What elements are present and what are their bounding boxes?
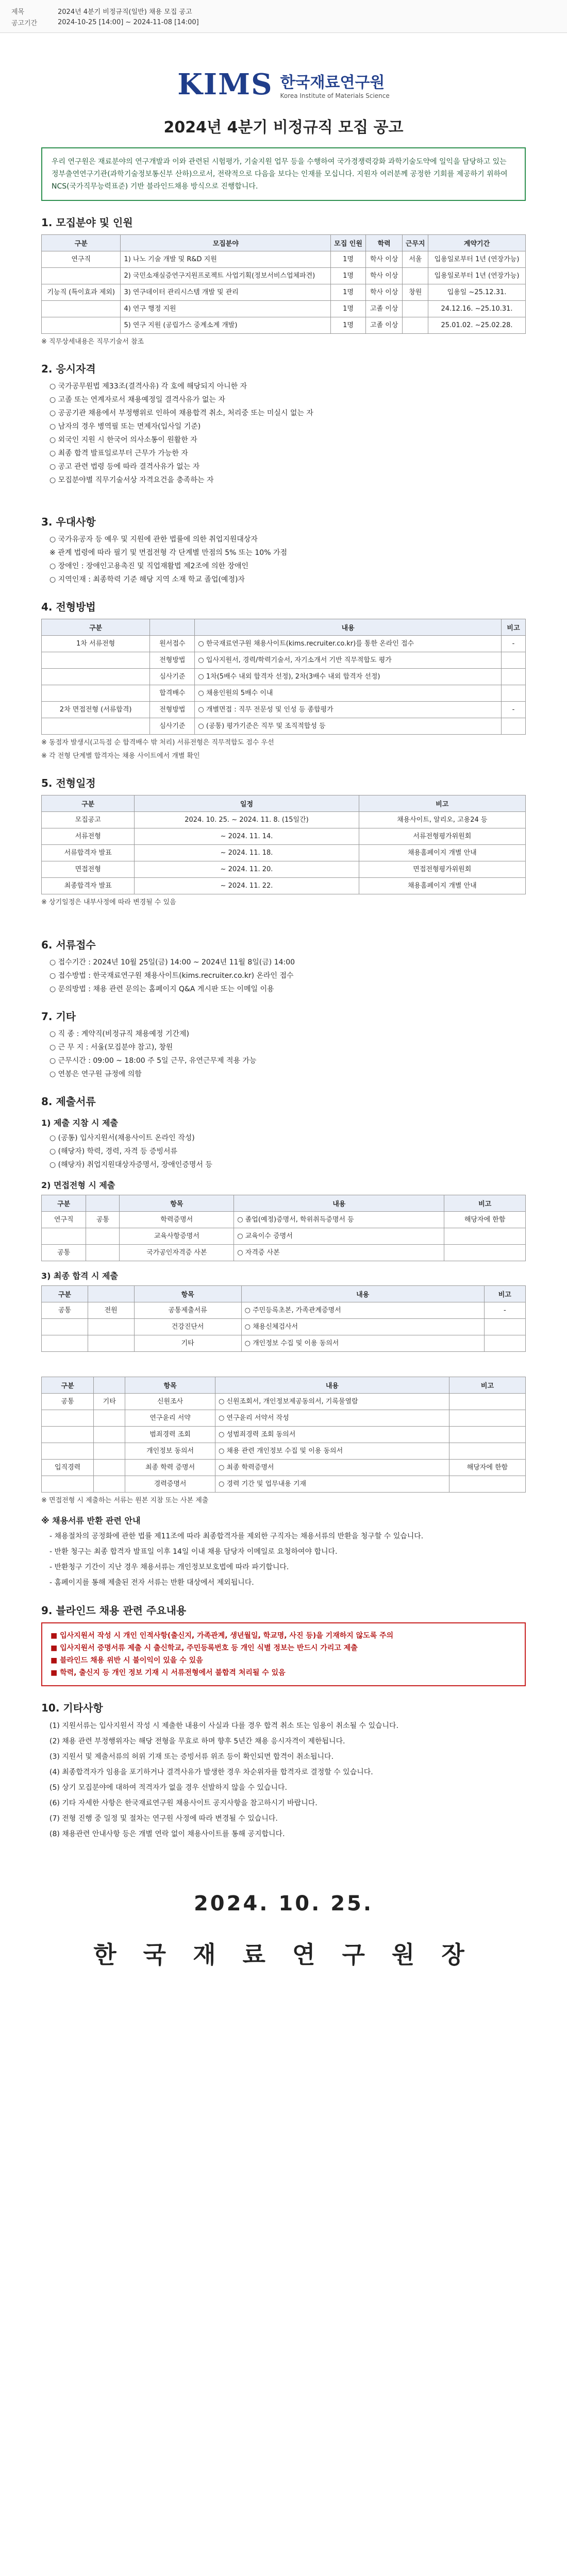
table-row (42, 1245, 526, 1261)
section1-note: ※ 직무상세내용은 직무기술서 참조 (41, 338, 144, 346)
other-matter-paragraph: (2) 채용 관련 부정행위자는 해당 전형을 무효로 하며 향후 5년간 채용 응시자격이 제한됩니다. (49, 1737, 345, 1745)
section5-note: ※ 상기일정은 내부사정에 따라 변경될 수 있음 (41, 899, 176, 906)
section-title-8: 8. 제출서류 (41, 1095, 96, 1108)
notice-date: 2024. 10. 25. (193, 1892, 374, 1916)
table-cell: 서울 (403, 251, 428, 268)
table-cell: 기타 (94, 1394, 125, 1410)
preference-item: ○ 지역인재 : 최종학력 기준 해당 지역 소재 학교 졸업(예정)자 (49, 575, 245, 584)
table-row (42, 812, 526, 828)
table-cell (444, 1245, 526, 1261)
table-cell: 전형방법 (150, 702, 195, 718)
table-cell: ○ 주민등록초본, 가족관계증명서 (241, 1302, 484, 1319)
table-cell: 25.01.02. ~25.02.28. (428, 317, 526, 334)
other-matter-paragraph: (8) 채용관련 안내사항 등은 개별 연락 없이 채용사이트를 통해 공지합니다. (49, 1830, 285, 1838)
section-title-6: 6. 서류접수 (41, 939, 96, 951)
table-cell: ○ 개인정보 수집 및 이용 동의서 (241, 1335, 484, 1352)
table-cell: 모집공고 (42, 812, 135, 828)
table-header-cell: 비고 (444, 1195, 526, 1212)
table-header-cell: 내용 (215, 1377, 449, 1394)
notice-document (31, 33, 536, 1970)
table-cell: ○ 신원조회서, 개인정보제공동의서, 기록물열람 (215, 1394, 449, 1410)
table-cell (403, 317, 428, 334)
table-cell (449, 1427, 525, 1443)
table-cell: 기능직 (특이효과 제외) (42, 284, 121, 301)
table-cell: - (501, 702, 525, 718)
table-cell: ○ 졸업(예정)증명서, 학위취득증명서 등 (234, 1212, 444, 1228)
table-cell (88, 1335, 134, 1352)
table-cell (42, 1228, 86, 1245)
table-cell: ○ 채용신체검사서 (241, 1319, 484, 1335)
section-title-4: 4. 전형방법 (41, 601, 96, 613)
table-cell: - (501, 636, 525, 652)
application-item: ○ 접수기간 : 2024년 10월 25일(금) 14:00 ~ 2024년 11월 8일(금) 14:00 (49, 958, 295, 967)
table-cell: 연구윤리 서약 (125, 1410, 215, 1427)
table-row (42, 685, 526, 702)
table-cell: 2) 국민소재실증연구지원프로젝트 사업기획(정보서비스업체파견) (121, 268, 331, 284)
table-header-cell: 모집 인원 (331, 235, 366, 251)
final-docs-table-continued (41, 1377, 526, 1493)
table-cell (94, 1443, 125, 1460)
table-cell (88, 1319, 134, 1335)
schedule-table (41, 795, 526, 894)
table-cell: 건강진단서 (134, 1319, 241, 1335)
table-cell: ○ 최종 학력증명서 (215, 1460, 449, 1476)
table-row (42, 1319, 526, 1335)
table-cell: 합격배수 (150, 685, 195, 702)
table-cell: 개인정보 동의서 (125, 1443, 215, 1460)
table-header-cell: 내용 (234, 1195, 444, 1212)
table-cell: 고졸 이상 (365, 317, 403, 334)
other-matter-paragraph: (4) 최종합격자가 임용을 포기하거나 결격사유가 발생한 경우 차순위자를 합격자로 결정할 수 있습니다. (49, 1768, 373, 1776)
table-row (42, 301, 526, 317)
table-cell: ○ 채용 관련 개인정보 수집 및 이용 동의서 (215, 1443, 449, 1460)
table-header-cell: 구분 (42, 235, 121, 251)
notice-header (0, 0, 567, 33)
intro-box: 우리 연구원은 재료분야의 연구개발과 이와 관련된 시험평가, 기술지원 업무 등을 수행하여 국가경쟁력강화 과학기술도약에 일익을 담당하고 있는 정부출연연구기관(과학기술정보통신부 산하)으로서, 전략적으로 다음을 보다는 인재를 모십니다. 지원자 여러분께 공정한 기회를 제공하기 위하여 NCS(국가직무능력표준) 기반 블라인드채용 방식으로 진행합니다. (41, 147, 526, 201)
table-cell: 공통 (42, 1302, 88, 1319)
table-cell: 교육사항증명서 (120, 1228, 234, 1245)
table-cell: ~ 2024. 11. 20. (135, 861, 359, 878)
table-cell: 최종 학력 증명서 (125, 1460, 215, 1476)
table-cell (86, 1245, 120, 1261)
table-header-cell: 내용 (195, 619, 502, 636)
etc-item: ○ 근무시간 : 09:00 ~ 18:00 주 5일 근무, 유연근무제 적용 가능 (49, 1057, 257, 1065)
preference-item: ○ 국가유공자 등 예우 및 지원에 관한 법률에 의한 취업지원대상자 (49, 535, 258, 544)
signature: 한 국 재 료 연 구 원 장 (93, 1941, 474, 1969)
qualification-item: ○ 최종 합격 발표일로부터 근무가 가능한 자 (49, 449, 188, 457)
section8b-sub: ※ 채용서류 반환 관련 안내 (41, 1516, 141, 1526)
table-cell (449, 1410, 525, 1427)
table-row (42, 1443, 526, 1460)
table-cell (42, 1319, 88, 1335)
qualification-item: ○ 국가공무원법 제33조(결격사유) 각 호에 해당되지 아니한 자 (49, 382, 247, 391)
table-cell: 공통 (86, 1212, 120, 1228)
table-cell (449, 1443, 525, 1460)
table-header-cell: 구분 (42, 795, 135, 812)
table-row (42, 652, 526, 669)
table-cell: 서류전형 (42, 828, 135, 845)
section-title-10: 10. 기타사항 (41, 1702, 103, 1714)
document-title: 2024년 4분기 비정규직 모집 공고 (163, 118, 404, 137)
final-docs-table (41, 1285, 526, 1352)
section8b-note: ※ 면접전형 시 제출하는 서류는 원본 지참 또는 사본 제출 (41, 1497, 209, 1504)
table-cell (403, 301, 428, 317)
table-header-cell: 구분 (42, 1286, 88, 1302)
table-cell: 전형방법 (150, 652, 195, 669)
table-cell: 학력증명서 (120, 1212, 234, 1228)
table-cell (42, 268, 121, 284)
table-cell: 학사 이상 (365, 284, 403, 301)
title-label: 제목 (11, 8, 25, 16)
qualification-item: ○ 공공기관 채용에서 부정행위로 인하여 채용합격 취소, 처리중 또는 미실시 없는 자 (49, 409, 313, 417)
table-cell: 1명 (331, 317, 366, 334)
table-cell: 해당자에 한함 (449, 1460, 525, 1476)
other-matter-paragraph: (1) 지원서류는 입사지원서 작성 시 제출한 내용이 사실과 다를 경우 합격 취소 또는 임용이 취소될 수 있습니다. (49, 1722, 399, 1730)
table-header-cell: 모집분야 (121, 235, 331, 251)
submit-doc-item: ○ (공통) 입사지원서(채용사이트 온라인 작성) (49, 1134, 195, 1142)
table-header-cell: 비고 (359, 795, 525, 812)
table-cell: 채용홈페이지 개별 안내 (359, 845, 525, 861)
preference-item: ※ 관계 법령에 따라 필기 및 면접전형 각 단계별 만점의 5% 또는 10% 가점 (49, 549, 288, 557)
table-header-cell: 비고 (484, 1286, 525, 1302)
submit-doc-item: ○ (해당자) 학력, 경력, 자격 등 증빙서류 (49, 1147, 178, 1156)
table-cell: 1차 서류전형 (42, 636, 150, 652)
table-cell: 2차 면접전형 (서류합격) (42, 702, 150, 718)
blind-hiring-item: ■ 블라인드 채용 위반 시 불이익이 있을 수 있음 (51, 1656, 203, 1665)
table-cell: 원서접수 (150, 636, 195, 652)
blind-hiring-item: ■ 입사지원서 작성 시 개인 인적사항(출신지, 가족관계, 생년월일, 학교명, 사진 등)을 기재하지 않도록 주의 (51, 1632, 394, 1640)
table-header-cell (88, 1286, 134, 1302)
table-header-cell (150, 619, 195, 636)
table-cell: ○ 채용인원의 5배수 이내 (195, 685, 502, 702)
table-cell: 서류전형평가위원회 (359, 828, 525, 845)
table-cell: 1명 (331, 284, 366, 301)
table-row (42, 1228, 526, 1245)
etc-item: ○ 연봉은 연구원 규정에 의함 (49, 1070, 142, 1078)
table-cell: 1명 (331, 268, 366, 284)
table-cell: ○ (공통) 평가기준은 직무 및 조직적합성 등 (195, 718, 502, 735)
title-value: 2024년 4분기 비정규직(일반) 채용 모집 공고 (58, 8, 192, 16)
table-row (42, 317, 526, 334)
interview-docs-table (41, 1195, 526, 1261)
table-header-cell: 비고 (501, 619, 525, 636)
recruit-table (41, 234, 526, 334)
period-value: 2024-10-25 [14:00] ~ 2024-11-08 [14:00] (58, 18, 199, 26)
return-policy-paragraph: - 홈페이지를 통해 제출된 전자 서류는 반환 대상에서 제외됩니다. (49, 1579, 254, 1587)
table-row (42, 718, 526, 735)
table-cell: 심사기준 (150, 669, 195, 685)
application-item: ○ 접수방법 : 한국재료연구원 채용사이트(kims.recruiter.co.kr) 온라인 접수 (49, 972, 294, 980)
table-cell: ~ 2024. 11. 18. (135, 845, 359, 861)
table-header-cell: 항목 (125, 1377, 215, 1394)
table-cell: 2024. 10. 25. ~ 2024. 11. 8. (15일간) (135, 812, 359, 828)
table-row (42, 828, 526, 845)
table-cell (42, 685, 150, 702)
org-name-ko: 한국재료연구원 (280, 74, 385, 92)
other-matter-paragraph: (6) 기타 자세한 사항은 한국재료연구원 채용사이트 공지사항을 참고하시기 바랍니다. (49, 1799, 318, 1807)
table-cell: 공통 (42, 1394, 94, 1410)
table-row (42, 861, 526, 878)
table-cell (42, 652, 150, 669)
other-matter-paragraph: (5) 상기 모집분야에 대하여 적격자가 없을 경우 선발하지 않을 수 있습니다. (49, 1784, 287, 1792)
table-row (42, 284, 526, 301)
qualification-item: ○ 외국인 지원 시 한국어 의사소통이 원활한 자 (49, 436, 197, 444)
table-cell: 경력증명서 (125, 1476, 215, 1493)
blind-hiring-item: ■ 학력, 출신지 등 개인 정보 기재 시 서류전형에서 불합격 처리될 수 있음 (51, 1669, 286, 1677)
etc-item: ○ 근 무 지 : 서울(모집분야 참고), 창원 (49, 1043, 173, 1052)
table-cell: 입용일로부터 1년 (연장가능) (428, 251, 526, 268)
table-cell: 입직경력 (42, 1460, 94, 1476)
kims-logo-mark: KIMS (177, 67, 273, 101)
qualification-item: ○ 모집분야별 직무기술서상 자격요건을 충족하는 자 (49, 476, 214, 484)
table-cell (42, 1476, 94, 1493)
table-header-cell: 근무지 (403, 235, 428, 251)
table-header-cell: 구분 (42, 1377, 94, 1394)
org-logo (31, 64, 536, 105)
etc-item: ○ 직 종 : 계약직(비정규직 채용예정 기간제) (49, 1030, 189, 1038)
table-cell (94, 1460, 125, 1476)
table-cell: ○ 1차(5배수 내외 합격자 선정), 2차(3배수 내외 합격자 선정) (195, 669, 502, 685)
table-cell: ○ 경력 기간 및 업무내용 기재 (215, 1476, 449, 1493)
table-row (42, 878, 526, 894)
table-row (42, 1335, 526, 1352)
process-note: ※ 각 전형 단계별 합격자는 채용 사이트에서 개별 확인 (41, 752, 200, 760)
table-cell (501, 652, 525, 669)
table-cell (501, 718, 525, 735)
process-table (41, 619, 526, 735)
table-cell (42, 669, 150, 685)
table-cell: 채용홈페이지 개별 안내 (359, 878, 525, 894)
blind-hiring-item: ■ 입사지원서 증명서류 제출 시 출신학교, 주민등록번호 등 개인 식별 정보는 반드시 가리고 제출 (51, 1644, 358, 1652)
preference-item: ○ 장애인 : 장애인고용촉진 및 직업재활법 제2조에 의한 장애인 (49, 562, 249, 570)
table-header-cell (86, 1195, 120, 1212)
application-item: ○ 문의방법 : 채용 관련 문의는 홈페이지 Q&A 게시판 또는 이메일 이용 (49, 985, 274, 993)
section-title-5: 5. 전형일정 (41, 777, 96, 789)
table-cell: 최종합격자 발표 (42, 878, 135, 894)
section-title-9: 9. 블라인드 채용 관련 주요내용 (41, 1604, 187, 1617)
table-cell: 면접전형평가위원회 (359, 861, 525, 878)
qualification-item: ○ 공고 관련 법령 등에 따라 결격사유가 없는 자 (49, 463, 200, 471)
table-cell: 학사 이상 (365, 251, 403, 268)
table-cell: ○ 연구윤리 서약서 작성 (215, 1410, 449, 1427)
table-cell (94, 1410, 125, 1427)
table-cell: 4) 연구 행정 지원 (121, 301, 331, 317)
section8-sub2: 2) 면접전형 시 제출 (41, 1180, 115, 1190)
section-title-3: 3. 우대사항 (41, 516, 96, 528)
table-row (42, 636, 526, 652)
table-cell: 범죄경력 조회 (125, 1427, 215, 1443)
table-cell (501, 685, 525, 702)
table-cell (86, 1228, 120, 1245)
table-header-cell: 항목 (120, 1195, 234, 1212)
table-cell: ○ 개별면접 : 직무 전문성 및 인성 등 종합평가 (195, 702, 502, 718)
table-cell (501, 669, 525, 685)
qualification-item: ○ 남자의 경우 병역필 또는 면제자(입사일 기준) (49, 422, 201, 431)
table-cell: 1명 (331, 251, 366, 268)
table-cell (94, 1427, 125, 1443)
table-cell: ~ 2024. 11. 22. (135, 878, 359, 894)
table-cell: ○ 성범죄경력 조회 동의서 (215, 1427, 449, 1443)
table-cell (42, 1335, 88, 1352)
table-header-cell: 항목 (134, 1286, 241, 1302)
table-row (42, 1212, 526, 1228)
table-cell: 입용일로부터 1년 (연장가능) (428, 268, 526, 284)
table-cell (42, 1427, 94, 1443)
return-policy-paragraph: - 반환청구 기간이 지난 경우 채용서류는 개인정보보호법에 따라 파기합니다. (49, 1563, 289, 1571)
table-row (42, 1302, 526, 1319)
other-matter-paragraph: (3) 지원서 및 제출서류의 허위 기재 또는 증빙서류 위조 등이 확인되면 합격이 취소됩니다. (49, 1753, 334, 1761)
table-cell: 해당자에 한함 (444, 1212, 526, 1228)
table-cell: ○ 입사지원서, 경력/학력기술서, 자기소개서 기반 직무적합도 평가 (195, 652, 502, 669)
section-title-2: 2. 응시자격 (41, 363, 96, 375)
table-cell (42, 301, 121, 317)
table-cell (42, 1443, 94, 1460)
table-cell: 심사기준 (150, 718, 195, 735)
org-name-en: Korea Institute of Materials Science (280, 92, 390, 99)
section8-sub1: 1) 제출 지참 시 제출 (41, 1118, 118, 1128)
period-label: 공고기간 (11, 19, 38, 27)
table-cell (403, 268, 428, 284)
table-row (42, 669, 526, 685)
table-row (42, 702, 526, 718)
table-cell: 신원조사 (125, 1394, 215, 1410)
table-cell: 연구직 (42, 1212, 86, 1228)
table-header-cell: 계약기간 (428, 235, 526, 251)
table-cell (449, 1476, 525, 1493)
table-header-cell: 학력 (365, 235, 403, 251)
table-cell (444, 1228, 526, 1245)
table-header-cell (94, 1377, 125, 1394)
table-cell: 채용사이트, 알리오, 고용24 등 (359, 812, 525, 828)
table-cell: 학사 이상 (365, 268, 403, 284)
table-cell: 고졸 이상 (365, 301, 403, 317)
table-cell: 1명 (331, 301, 366, 317)
table-row (42, 1427, 526, 1443)
qualification-item: ○ 고졸 또는 연계자로서 채용예정일 결격사유가 없는 자 (49, 396, 225, 404)
table-cell: 1) 나노 기술 개발 및 R&D 지원 (121, 251, 331, 268)
table-header-cell: 비고 (449, 1377, 525, 1394)
section-title-7: 7. 기타 (41, 1010, 76, 1023)
table-cell: 공통제출서류 (134, 1302, 241, 1319)
section-title-1: 1. 모집분야 및 인원 (41, 216, 133, 229)
table-row (42, 268, 526, 284)
table-cell (42, 718, 150, 735)
other-matter-paragraph: (7) 전형 진행 중 일정 및 절차는 연구원 사정에 따라 변경될 수 있습니다. (49, 1815, 278, 1823)
table-cell: 3) 연구데이터 관리시스템 개발 및 관리 (121, 284, 331, 301)
table-header-cell: 구분 (42, 1195, 86, 1212)
table-cell: 5) 연구 지원 (공립가스 중계소계 개발) (121, 317, 331, 334)
section8-sub3: 3) 최종 합격 시 제출 (41, 1271, 118, 1281)
table-cell: 서류합격자 발표 (42, 845, 135, 861)
table-cell: - (484, 1302, 525, 1319)
table-cell (484, 1319, 525, 1335)
return-policy-paragraph: - 채용절차의 공정화에 관한 법률 제11조에 따라 최종합격자를 제외한 구직자는 채용서류의 반환을 청구할 수 있습니다. (49, 1532, 424, 1540)
return-policy-paragraph: - 반환 청구는 최종 합격자 발표일 이후 14일 이내 채용 담당자 이메일로 요청하여야 합니다. (49, 1548, 338, 1556)
table-cell (484, 1335, 525, 1352)
table-row (42, 1410, 526, 1427)
table-cell: 입용일 ~25.12.31. (428, 284, 526, 301)
blind-hiring-box (41, 1622, 526, 1686)
table-row (42, 1394, 526, 1410)
table-cell: 24.12.16. ~25.10.31. (428, 301, 526, 317)
table-cell (449, 1394, 525, 1410)
table-row (42, 1460, 526, 1476)
table-cell: 기타 (134, 1335, 241, 1352)
submit-doc-item: ○ (해당자) 취업지원대상자증명서, 장애인증명서 등 (49, 1161, 212, 1169)
table-row (42, 845, 526, 861)
table-row (42, 251, 526, 268)
table-cell: ○ 교육이수 증명서 (234, 1228, 444, 1245)
table-cell (42, 317, 121, 334)
table-cell: 면접전형 (42, 861, 135, 878)
table-cell (94, 1476, 125, 1493)
table-header-cell: 일정 (135, 795, 359, 812)
table-cell: 국가공인자격증 사본 (120, 1245, 234, 1261)
table-cell: ○ 자격증 사본 (234, 1245, 444, 1261)
table-header-cell: 구분 (42, 619, 150, 636)
process-note: ※ 동점자 발생시(고득점 순 합격배수 밖 처리) 서류전형은 직무적합도 점수 우선 (41, 739, 274, 747)
table-cell: 연구직 (42, 251, 121, 268)
table-cell: 전원 (88, 1302, 134, 1319)
table-cell (42, 1410, 94, 1427)
table-cell: ○ 한국재료연구원 채용사이트(kims.recruiter.co.kr)를 통한 온라인 접수 (195, 636, 502, 652)
table-cell: 창원 (403, 284, 428, 301)
table-cell: ~ 2024. 11. 14. (135, 828, 359, 845)
table-header-cell: 내용 (241, 1286, 484, 1302)
table-cell: 공통 (42, 1245, 86, 1261)
table-row (42, 1476, 526, 1493)
